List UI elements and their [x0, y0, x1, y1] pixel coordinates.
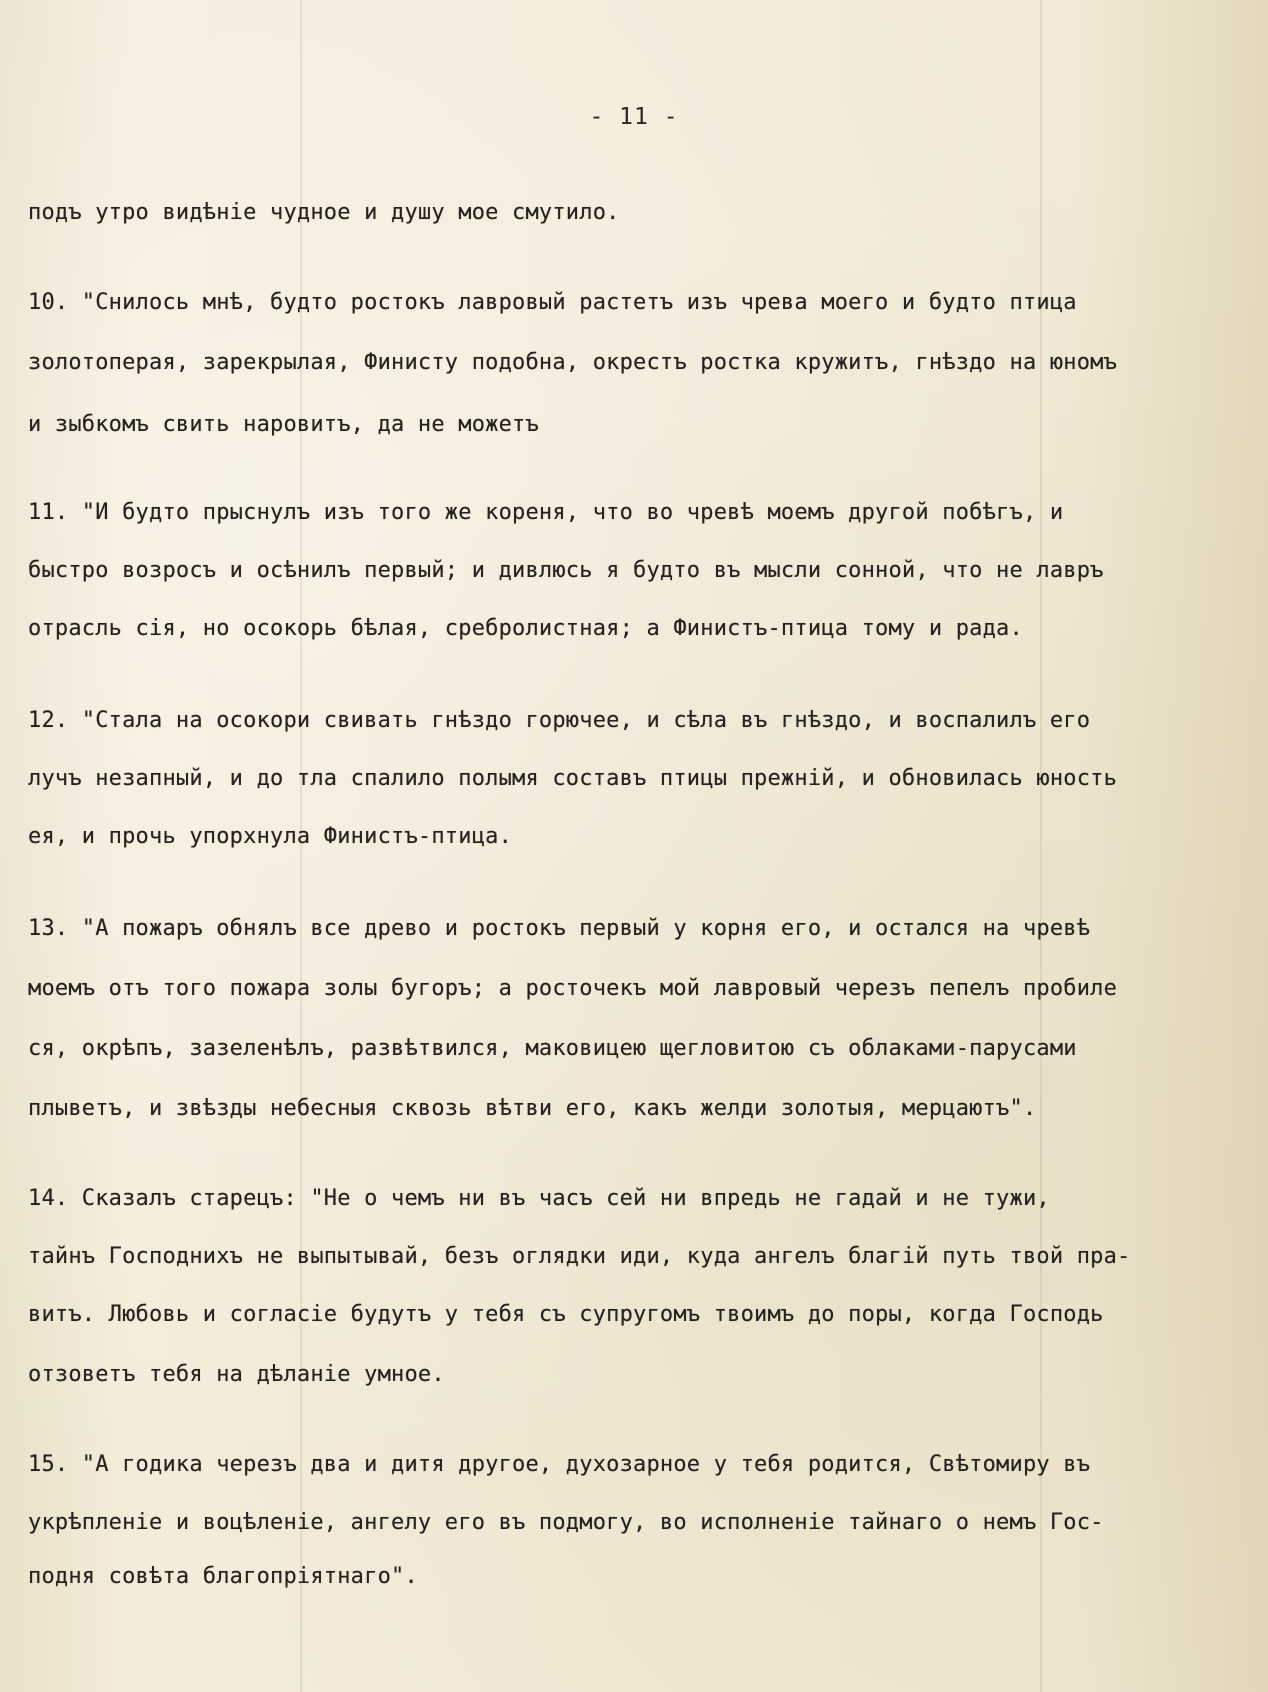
- text-line: 10. "Снилось мнѣ, будто ростокъ лавровый растетъ изъ чрева моего и будто птица: [28, 290, 1077, 315]
- text-line: 13. "А пожаръ обнялъ все древо и ростокъ первый у корня его, и остался на чревѣ: [28, 916, 1091, 941]
- text-line: моемъ отъ того пожара золы бугоръ; а росточекъ мой лавровый черезъ пепелъ пробиле: [28, 976, 1118, 1001]
- text-line: ся, окрѣпъ, зазеленѣлъ, развѣтвился, маковицею щегловитою съ облаками-парусами: [28, 1036, 1077, 1061]
- text-line: быстро возросъ и осѣнилъ первый; и дивлюсь я будто въ мысли сонной, что не лавръ: [28, 558, 1104, 583]
- text-line: золотоперая, зарекрылая, Финисту подобна, окрестъ ростка кружитъ, гнѣздо на юномъ: [28, 350, 1118, 375]
- page-number: - 11 -: [589, 104, 679, 130]
- text-line: лучъ незапный, и до тла спалило полымя составъ птицы прежній, и обновилась юность: [28, 766, 1118, 791]
- text-line: укрѣпленіе и воцѣленіе, ангелу его въ подмогу, во исполненіе тайнаго о немъ Гос-: [28, 1510, 1104, 1535]
- paper-fold-right: [1040, 0, 1042, 1692]
- text-line: отрасль сія, но осокорь бѣлая, сребролистная; а Финистъ-птица тому и рада.: [28, 616, 1023, 641]
- text-line: плыветъ, и звѣзды небесныя сквозь вѣтви его, какъ желди золотыя, мерцаютъ".: [28, 1096, 1037, 1121]
- text-line: и зыбкомъ свить наровитъ, да не можетъ: [28, 412, 539, 437]
- text-line: 15. "А годика черезъ два и дитя другое, духозарное у тебя родится, Свѣтомиру въ: [28, 1452, 1091, 1477]
- text-line: отзоветъ тебя на дѣланіе умное.: [28, 1362, 445, 1387]
- text-line: 11. "И будто прыснулъ изъ того же кореня, что во чревѣ моемъ другой побѣгъ, и: [28, 500, 1064, 525]
- text-line: ея, и прочь упорхнула Финистъ-птица.: [28, 824, 513, 849]
- text-line: подня совѣта благопріятнаго".: [28, 1564, 418, 1589]
- text-line: тайнъ Господнихъ не выпытывай, безъ оглядки иди, куда ангелъ благій путь твой пра-: [28, 1244, 1131, 1269]
- text-line: 12. "Стала на осокори свивать гнѣздо горючее, и сѣла въ гнѣздо, и воспалилъ его: [28, 708, 1091, 733]
- text-line: 14. Сказалъ старецъ: "Не о чемъ ни въ часъ сей ни впредь не гадай и не тужи,: [28, 1186, 1050, 1211]
- text-line: подъ утро видѣніе чудное и душу мое смутило.: [28, 200, 620, 225]
- text-line: витъ. Любовь и согласіе будутъ у тебя съ супругомъ твоимъ до поры, когда Господь: [28, 1302, 1104, 1327]
